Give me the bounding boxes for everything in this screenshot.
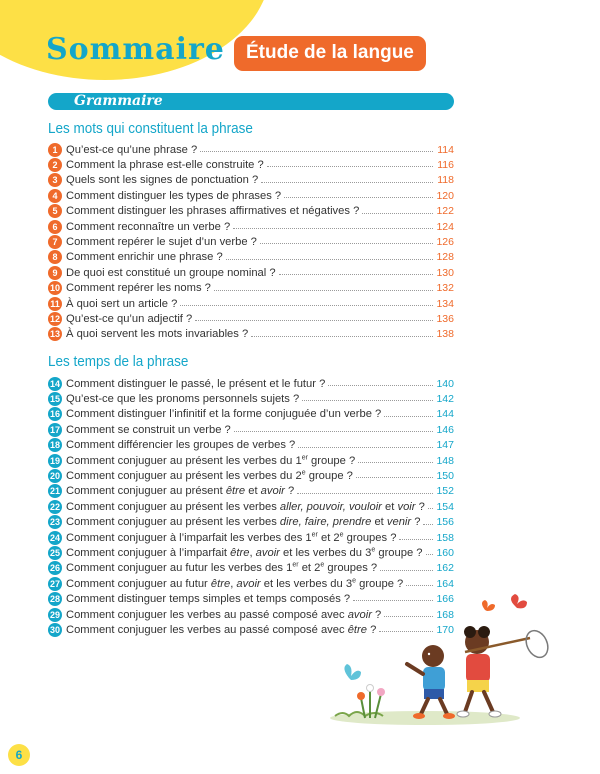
toc-entry[interactable]	[48, 468, 454, 483]
dot-leader	[384, 407, 433, 417]
entry-page-number: 150	[436, 470, 454, 483]
entry-number-badge: 13	[49, 329, 60, 340]
entry-question	[66, 547, 423, 559]
entry-text-part: Comment conjuguer à l’imparfait les verbes des 1	[66, 531, 312, 544]
entry-text-part: et	[245, 485, 261, 498]
entry-page-number: 120	[436, 189, 454, 202]
entry-text-part: Comment distinguer temps simples et temps composés ?	[66, 593, 351, 606]
entry-number-badge: 27	[49, 578, 60, 589]
entry-text-part: ?	[415, 500, 425, 513]
entry-number-badge: 8	[48, 250, 62, 264]
page-title: Sommaire	[46, 32, 225, 67]
entry-page-number: 142	[436, 393, 454, 406]
dot-leader	[406, 576, 433, 586]
entry-number-badge: 12	[49, 313, 60, 324]
entry-text-part: groupe ?	[305, 470, 353, 483]
dot-leader	[356, 468, 433, 478]
entry-number-badge: 26	[49, 563, 60, 574]
children-with-butterfly-net-illustration	[325, 590, 575, 730]
entry-page-number: 118	[437, 174, 454, 187]
entry-number-badge: 17	[49, 424, 60, 435]
toc-entry[interactable]	[48, 311, 454, 326]
entry-text-part: Comment distinguer l’infinitif et la forme conjuguée d’un verbe ?	[66, 408, 382, 421]
flower-white	[367, 685, 374, 692]
toc-entry[interactable]	[48, 561, 454, 576]
child-one-shirt	[423, 667, 445, 691]
entry-text-part: Qu’est-ce que les pronoms personnels sujets ?	[66, 393, 300, 406]
toc-list-words	[48, 142, 454, 342]
entry-text-part: Comment enrichir une phrase ?	[66, 251, 223, 264]
dot-leader	[180, 296, 433, 306]
entry-page-number: 134	[436, 297, 454, 310]
toc-entry[interactable]	[48, 438, 454, 453]
toc-entry[interactable]	[48, 219, 454, 234]
entry-text-part: À quoi sert un article ?	[66, 297, 178, 310]
entry-number-badge: 24	[49, 532, 60, 543]
dot-leader	[423, 515, 433, 525]
dot-leader	[251, 327, 433, 337]
entry-text-part: groupes ?	[343, 531, 397, 544]
entry-text-part: Comment repérer le sujet d’un verbe ?	[66, 236, 257, 249]
dot-leader	[279, 265, 433, 275]
entry-text-part: e	[352, 577, 356, 585]
entry-question	[66, 251, 223, 263]
entry-page-number: 136	[436, 312, 454, 325]
entry-page-number: 152	[436, 485, 454, 498]
entry-number-badge: 28	[49, 594, 60, 605]
child-one-arm	[407, 664, 423, 674]
entry-text-part: er	[311, 530, 318, 538]
entry-text-part: Comment conjuguer au présent les verbes du 1	[66, 454, 302, 467]
entry-page-number: 168	[436, 608, 454, 621]
entry-number-badge: 30	[49, 624, 60, 635]
entry-question	[66, 267, 276, 279]
entry-text-part: De quoi est constitué un groupe nominal ?	[66, 266, 276, 279]
entry-text-part: avoir	[260, 485, 285, 498]
section-label: Grammaire	[74, 93, 163, 109]
entry-question	[66, 298, 177, 310]
entry-question	[66, 485, 294, 497]
entry-question	[66, 159, 264, 171]
entry-question	[66, 578, 403, 590]
entry-text-part: avoir	[236, 577, 261, 590]
entry-text-part: e	[320, 561, 325, 569]
entry-text-part: aller, pouvoir, vouloir	[279, 500, 382, 513]
entry-page-number: 130	[436, 266, 454, 279]
entry-page-number: 122	[436, 205, 454, 218]
group-heading-words: Les mots qui constituent la phrase	[48, 120, 253, 137]
entry-number-badge: 6	[48, 220, 62, 234]
entry-question	[66, 593, 350, 605]
entry-text-part: venir	[386, 516, 412, 529]
entry-question	[66, 205, 359, 217]
entry-text-part: ,	[249, 546, 256, 559]
entry-text-part: avoir	[255, 546, 280, 559]
entry-text-part: Comment se construit un verbe ?	[66, 423, 231, 436]
toc-entry[interactable]	[48, 515, 454, 530]
child-two-shirt	[466, 654, 490, 682]
entry-page-number: 144	[436, 408, 454, 421]
entry-page-number: 154	[436, 500, 454, 513]
entry-number-badge: 3	[48, 173, 62, 187]
entry-text-part: être	[225, 485, 246, 498]
dot-leader	[426, 545, 433, 555]
entry-text-part: et 2	[298, 562, 321, 575]
entry-text-part: Comment distinguer les types de phrases ?	[66, 189, 282, 202]
entry-page-number: 132	[436, 282, 454, 295]
entry-text-part: dire, faire, prendre	[279, 516, 372, 529]
entry-text-part: Comment conjuguer au présent	[66, 485, 226, 498]
net-hoop	[522, 627, 552, 661]
entry-question	[66, 516, 420, 528]
toc-entry[interactable]	[48, 281, 454, 296]
entry-page-number: 166	[436, 593, 454, 606]
entry-text-part: Comment conjuguer au présent les verbes	[66, 516, 280, 529]
entry-question	[66, 455, 355, 467]
dot-leader	[428, 499, 433, 509]
entry-text-part: et les verbes du 3	[260, 577, 353, 590]
entry-page-number: 126	[436, 236, 454, 249]
entry-page-number: 116	[437, 159, 454, 172]
flower-pink	[377, 688, 385, 696]
entry-text-part: À quoi servent les mots invariables ?	[66, 328, 249, 341]
entry-question	[66, 562, 377, 574]
dot-leader	[284, 188, 433, 198]
dot-leader	[214, 281, 433, 291]
entry-text-part: être	[347, 623, 367, 636]
dot-leader	[195, 311, 433, 321]
entry-text-part: groupe ?	[375, 546, 423, 559]
entry-question	[66, 328, 248, 340]
entry-number-badge: 29	[49, 609, 60, 620]
entry-number-badge: 1	[48, 143, 62, 157]
entry-text-part: er	[292, 561, 299, 569]
entry-page-number: 147	[436, 439, 454, 452]
entry-number-badge: 22	[49, 501, 60, 512]
entry-text-part: Comment conjuguer au présent les verbes	[66, 500, 280, 513]
entry-page-number: 170	[436, 623, 454, 636]
entry-number-badge: 4	[48, 189, 62, 203]
entry-text-part: avoir	[347, 608, 372, 621]
entry-number-badge: 15	[49, 394, 60, 405]
entry-number-badge: 16	[49, 409, 60, 420]
entry-text-part: groupe ?	[307, 454, 356, 467]
entry-question	[66, 190, 281, 202]
group-heading-tenses: Les temps de la phrase	[48, 353, 189, 370]
dot-leader	[200, 142, 433, 152]
entry-number-badge: 2	[48, 158, 62, 172]
entry-text-part: ?	[366, 623, 377, 636]
entry-page-number: 146	[436, 423, 454, 436]
subject-badge: Étude de la langue	[234, 36, 426, 71]
dot-leader	[302, 391, 433, 401]
entry-text-part: Comment conjuguer au présent les verbes du 2	[66, 470, 302, 483]
entry-text-part: et	[381, 500, 398, 513]
entry-page-number: 124	[436, 220, 454, 233]
dot-leader	[298, 438, 433, 448]
toc-entry[interactable]	[48, 265, 454, 280]
entry-number-badge: 23	[49, 517, 60, 528]
flower-orange	[357, 692, 365, 700]
entry-number-badge: 14	[49, 378, 60, 389]
entry-text-part: Comment repérer les noms ?	[66, 282, 211, 295]
entry-text-part: Comment conjuguer les verbes au passé composé avec	[66, 623, 348, 636]
red-butterfly	[511, 594, 527, 608]
entry-text-part: Comment différencier les groupes de verbes ?	[66, 439, 296, 452]
entry-number-badge: 25	[49, 547, 60, 558]
entry-page-number: 158	[436, 531, 454, 544]
entry-page-number: 128	[436, 251, 454, 264]
toc-entry[interactable]	[48, 157, 454, 172]
orange-butterfly	[482, 600, 495, 611]
dot-leader	[226, 250, 433, 260]
entry-question	[66, 408, 381, 420]
entry-text-part: Comment conjuguer à l’imparfait	[66, 546, 231, 559]
entry-text-part: e	[371, 546, 376, 554]
entry-page-number: 114	[437, 143, 454, 156]
entry-number-badge: 21	[49, 486, 60, 497]
entry-number-badge: 10	[49, 283, 60, 294]
toc-entry[interactable]	[48, 484, 454, 499]
entry-text-part: groupes ?	[324, 562, 378, 575]
entry-question	[66, 282, 211, 294]
toc-entry[interactable]	[48, 376, 454, 391]
entry-text-part: Qu’est-ce qu’une phrase ?	[66, 143, 198, 156]
entry-page-number: 164	[436, 577, 454, 590]
dot-leader	[267, 157, 433, 167]
entry-number-badge: 19	[49, 455, 60, 466]
entry-question	[66, 532, 396, 544]
toc-entry[interactable]	[48, 327, 454, 342]
entry-text-part: et	[371, 516, 387, 529]
entry-text-part: Comment reconnaître un verbe ?	[66, 220, 231, 233]
toc-entry[interactable]	[48, 545, 454, 560]
dot-leader	[297, 484, 433, 494]
entry-question	[66, 501, 425, 513]
entry-page-number: 138	[436, 328, 454, 341]
entry-text-part: être	[210, 577, 231, 590]
toc-entry[interactable]	[48, 499, 454, 514]
child-one-head	[422, 645, 444, 667]
toc-entry[interactable]	[48, 188, 454, 203]
child-two-shorts	[467, 680, 489, 692]
dot-leader	[234, 422, 433, 432]
entry-text-part: voir	[397, 500, 416, 513]
entry-text-part: ?	[284, 485, 295, 498]
entry-question	[66, 174, 258, 186]
entry-text-part: et 2	[317, 531, 340, 544]
entry-question	[66, 470, 353, 482]
entry-text-part: Comment la phrase est-elle construite ?	[66, 159, 264, 172]
toc-entry[interactable]	[48, 530, 454, 545]
page-number: 6	[8, 744, 30, 766]
toc-entry[interactable]	[48, 204, 454, 219]
entry-question	[66, 313, 192, 325]
entry-question	[66, 236, 257, 248]
dot-leader	[399, 530, 433, 540]
entry-text-part: Comment distinguer le passé, le présent et le futur ?	[66, 377, 326, 390]
entry-text-part: e	[301, 469, 306, 477]
entry-text-part: être	[230, 546, 250, 559]
entry-question	[66, 144, 197, 156]
entry-number-badge: 18	[49, 440, 60, 451]
entry-question	[66, 424, 231, 436]
entry-number-badge: 5	[48, 204, 62, 218]
dot-leader	[358, 453, 433, 463]
entry-question	[66, 393, 299, 405]
entry-question	[66, 439, 295, 451]
entry-text-part: Comment conjuguer les verbes au passé composé avec	[66, 608, 348, 621]
toc-entry[interactable]	[48, 250, 454, 265]
entry-page-number: 148	[436, 454, 454, 467]
entry-question	[66, 221, 230, 233]
dot-leader	[380, 561, 433, 571]
entry-text-part: et les verbes du 3	[279, 546, 372, 559]
entry-page-number: 140	[436, 377, 454, 390]
dot-leader	[362, 204, 433, 214]
entry-text-part: Comment conjuguer au futur	[66, 577, 211, 590]
entry-text-part: ,	[230, 577, 237, 590]
dot-leader	[233, 219, 433, 229]
entry-text-part: Comment conjuguer au futur les verbes des 1	[66, 562, 293, 575]
toc-entry[interactable]	[48, 296, 454, 311]
entry-text-part: Quels sont les signes de ponctuation ?	[66, 174, 259, 187]
entry-page-number: 160	[436, 546, 454, 559]
entry-text-part: Comment distinguer les phrases affirmatives et négatives ?	[66, 205, 360, 218]
dot-leader	[260, 234, 433, 244]
entry-text-part: e	[339, 530, 344, 538]
entry-text-part: ?	[411, 516, 421, 529]
toc-entry[interactable]	[48, 407, 454, 422]
toc-entry[interactable]	[48, 453, 454, 468]
entry-number-badge: 7	[48, 235, 62, 249]
entry-number-badge: 11	[48, 297, 62, 311]
toc-entry[interactable]	[48, 391, 454, 406]
entry-text-part: groupe ?	[355, 577, 404, 590]
toc-entry[interactable]	[48, 234, 454, 249]
dot-leader	[328, 376, 433, 386]
entry-text-part: er	[301, 453, 308, 461]
blue-butterfly	[344, 664, 361, 680]
entry-page-number: 156	[436, 516, 454, 529]
entry-number-badge: 9	[48, 266, 62, 280]
toc-entry[interactable]	[48, 173, 454, 188]
entry-number-badge: 20	[49, 471, 60, 482]
dot-leader	[261, 173, 433, 183]
toc-entry[interactable]	[48, 142, 454, 157]
entry-text-part: Qu’est-ce qu’un adjectif ?	[66, 312, 193, 325]
entry-question	[66, 378, 325, 390]
entry-text-part: ?	[371, 608, 382, 621]
entry-page-number: 162	[436, 562, 454, 575]
toc-entry[interactable]	[48, 422, 454, 437]
